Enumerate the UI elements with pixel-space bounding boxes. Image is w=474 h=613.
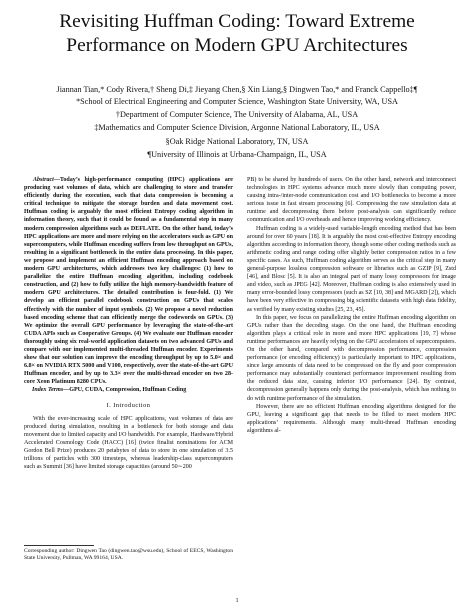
left-column <box>24 176 233 471</box>
affiliations <box>20 95 454 161</box>
index-terms-label: Index Terms <box>32 387 64 394</box>
right-paragraph-3: In this paper, we focus on parallelizing the entire Huffman encoding algorithm on GPUs rather than the decoding stage. On the one hand, the Huffman encoding algorithm plays a critical role in more and more HPC applications [19, 7] whose runtime performances are heavily relying on the GPU accelerators of supercomputers. On the other hand, compared with decompression performance, compression performance (or encoding efficiency) is particularly important to HPC applications, since large amounts of data need to be compressed on the fly and poor compression performance may substantially counteract performance improvement resulting from the reduced data size, causing inferior I/O performance [24]. By contrast, decompression generally happens only during the post-analysis, which has nothing to do with runtime performance of the simulation. <box>247 314 456 402</box>
footnote-divider <box>24 545 94 546</box>
section-heading-introduction: I. Introduction <box>106 401 151 409</box>
index-terms-text: —GPU, CUDA, Compression, Huffman Coding <box>63 387 187 394</box>
page-number: 1 <box>235 597 239 604</box>
right-paragraph-4: However, there are no efficient Huffman encoding algorithms designed for the GPU, leaving a significant gap that needs to be filled to meet modern HPC applications’ requirements. Although many multi-thread Huffman encoding algorithms al- <box>247 403 456 434</box>
abstract <box>24 176 233 386</box>
title-line-1: Revisiting Huffman Coding: Toward Extreme <box>59 11 415 32</box>
abstract-label: Abstract <box>33 177 54 183</box>
abstract-text: —Today’s high-performance computing (HPC) applications are producing vast volumes of data, which are challenging to store and transfer efficiently during the execution, such that data compression is becoming a critical technique to mitigate the storage burden and data movement cost. Huffman coding is arguably the most efficient Entropy coding algorithm in information theory, such that it could be found as a fundamental step in many modern compression algorithms such as DEFLATE. On the other hand, today’s HPC applications are more and more relying on the accelerators such as GPU on supercomputers, while Huffman encoding suffers from low throughput on GPUs, resulting in a significant bottleneck in the entire data processing. In this paper, we propose and implement an efficient Huffman encoding approach based on modern GPU architectures, which addresses two key challenges: (1) how to parallelize the entire Huffman encoding algorithm, including codebook construction, and (2) how to fully utilize the high memory-bandwidth feature of modern GPU architectures. The detailed contribution is four-fold. (1) We develop an efficient parallel codebook construction on GPUs that scales effectively with the number of input symbols. (2) We propose a novel reduction based encoding scheme that can efficiently merge the codewords on GPUs. (3) We optimize the overall GPU performance by leveraging the state-of-the-art CUDA APIs such as Cooperative Groups. (4) We evaluate our Huffman encoder thoroughly using six real-world application datasets on two advanced GPUs and compare with our implemented multi-threaded Huffman encoder. Experiments show that our solution can improve the encoding throughput by up to 5.0× and 6.8× on NVIDIA RTX 5000 and V100, respectively, over the state-of-the-art GPU Huffman encoder, and by up to 3.3× over the multi-thread encoder on two 28-core Xeon Platinum 8280 CPUs. <box>24 177 233 386</box>
right-paragraph-1: PB) to be shared by hundreds of users. On the other hand, network and interconnect technologies in HPC systems advance much more slowly than computing power, causing intra-/inter-node communication cost and I/O bottlenecks to become a more serious issue in fast stream processing [6]. Compressing the raw simulation data at runtime and decompressing them before post-analysis can significantly reduce communication and I/O overheads and hence improving working efficiency. <box>247 177 456 224</box>
right-paragraph-2: Huffman coding is a widely-used variable-length encoding method that has been around for over 60 years [18]. It is arguably the most cost-effective Entropy encoding algorithm according to information theory, though some other coding methods such as arithmetic coding and range coding offer slightly better compression ratios in a few specific cases. As such, Huffman coding algorithm serves as the critical step in many general-purpose lossless compression software or libraries such as GZIP [9], Zstd [46], and Blosc [5]. It is also an integral part of many lossy compressors for image and video, such as JPEG [42]. Moreover, Huffman coding is also extensively used in many error-bounded lossy compressors (such as SZ [10, 38] and MGARD [2]), which have been very effective in compressing big scientific datasets with high data fidelity, as verified by many existing studies [25, 23, 45]. <box>247 225 456 313</box>
footnote: Corresponding author: Dingwen Tao (dingwen.tao@wsu.edu), School of EECS, Washington State University, Pullman, WA 99164, USA. <box>24 548 233 562</box>
affiliation-alabama: †Department of Computer Science, The University of Alabama, AL, USA <box>115 110 359 120</box>
affiliation-argonne: ‡Mathematics and Computer Science Division, Argonne National Laboratory, IL, USA <box>94 123 380 133</box>
affiliation-uiuc: ¶University of Illinois at Urbana-Champaign, IL, USA <box>147 149 327 159</box>
paper-title <box>20 10 454 58</box>
index-terms <box>24 386 233 394</box>
affiliation-wsu: *School of Electrical Engineering and Computer Science, Washington State University, WA, USA <box>76 97 398 106</box>
intro-paragraph-1: With the ever-increasing scale of HPC applications, vast volumes of data are produced during simulation, resulting in a bottleneck for both storage and data movement due to limited capacity and I/O bandwidth. For example, Hardware/Hybrid Accelerated Cosmology Code (HACC) [16] (twice finalist nominations for ACM Gordon Bell Prize) produces 20 petabytes of data to store in one simulation of 3.5 trillions of particles with 300 timesteps, whereas leadership-class supercomputers such as Summit [36] have limited storage capacities (around 50∼200 <box>24 415 233 471</box>
affiliation-ornl: §Oak Ridge National Laboratory, TN, USA <box>165 136 309 146</box>
title-line-2: Performance on Modern GPU Architectures <box>66 35 408 56</box>
author-list: Jiannan Tian,* Cody Rivera,† Sheng Di,‡ Jieyang Chen,§ Xin Liang,§ Dingwen Tao,* and Franck Cappello‡¶ <box>56 85 418 94</box>
right-column <box>247 176 456 435</box>
